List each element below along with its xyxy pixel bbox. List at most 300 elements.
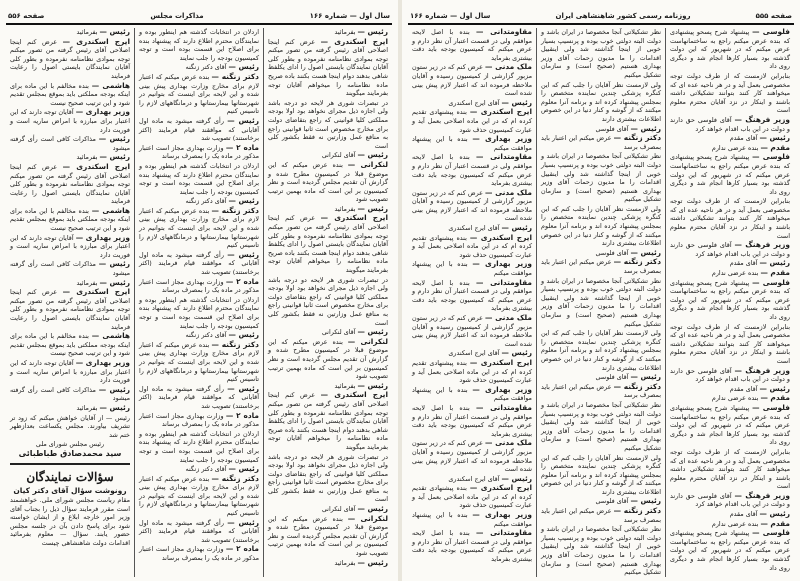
paragraph (10, 260, 130, 277)
paragraph (139, 519, 259, 545)
speaker-name: وزیر بهداری — (472, 510, 532, 520)
paragraph-text: بنده پیشنهادی تقدیم کرده ام که در این ماده اصلاحی بعمل آید و عبارت کمیسیون حذف شود (412, 233, 532, 259)
paragraph (412, 314, 532, 348)
paragraph-text: بنده عرض میکنم که این موضوع قبلا در کمیسیون مطرح شده و گزارش آن تقدیم مجلس گردیده است و نظر کمیسیون بر این است که ماده بهمین ترتیب تصویب شود (268, 160, 388, 204)
speaker-name: دکتر زنگنه — (211, 473, 259, 483)
paragraph (139, 207, 259, 250)
paragraph (670, 72, 790, 115)
paragraph (541, 205, 661, 248)
paragraph-text: بنده با اصل لایحه موافقم ولی در قسمت اعتبار آن نظر دارم و عرض میکنم که کمیسیون بودجه باید دقت بیشتری بفرماید (412, 403, 532, 438)
paragraph-text: ولی لازمست نظر آقایان را جلب کنم که این کنگره پزشکی چندین نماینده متخصص را بمجلس پیشنهاد کرده اند و برنامه آنرا معلوم میکنند که از گوشه و کنار دنیا در این خصوص اطلاعات بیشتری دارند (541, 329, 661, 372)
paragraph-text: اردلان در انتخابات گذشته هم اینطور بوده و نمایندگان محترم اطلاع دارند که پیشنهاد بنده برای اصلاح این قسمت بوده است و توجه کمیسیون بودجه را جلب نمایند (139, 161, 259, 196)
paragraph-text: عرض کنم که در زیر ستون مزبور گزارشی از کمیسیون رسیده و آقایان ملاحظه فرموده اند که اعتبار لازم پیش بینی شده است (412, 439, 532, 474)
paragraph-text: آقای دکتر زنگنه (185, 63, 227, 72)
speaker-name: ایرج اسکندری — (320, 390, 388, 400)
paragraph-text: عرض میکنم این اعتبار باید بمصرف برسد (541, 134, 661, 151)
paragraph (268, 205, 388, 214)
speaker-name: رئیس — (501, 348, 532, 358)
speaker-name: رئیس — (228, 196, 259, 206)
speaker-name: رئیس — (228, 464, 259, 474)
paragraph-text: آقای فلوسی حق دارند و دولت در این باب اقدام خواهد کرد (670, 491, 790, 509)
paragraph (412, 511, 532, 528)
paragraph-text: آقایان توجه دارند که این اعتبار برای مبارزه با امراض ساریه است و فوریت دارد (10, 358, 130, 385)
paragraph-text: وزارت بهداری مجاز است اعتبار مذکور در ماده یک را بمصرف برساند (139, 545, 259, 563)
speaker-name: رئیس — (228, 62, 259, 72)
paragraph (139, 197, 259, 206)
paragraph-text: عرض میکنم این اعتبار باید بمصرف برسد (541, 382, 661, 400)
paragraph-text: بنده پیشنهادی تقدیم کرده ام که در این ماده اصلاحی بعمل آید و عبارت کمیسیون حذف شود (412, 358, 532, 385)
paragraph-text: عرض کنم اینجا اصلاحی آقای رئیس گرفته من تصور میکنم توجه بموادی نظامنامه نفرموده و بطور کلی آقایان نمایندگان بایستی اصول را ادای یکلفظ شاهی بدهند دوام اینجا هست بکنند باده صریح ماده نظامنامه را میخواهم آقایان توجه بفرمایند میگویند (268, 37, 388, 98)
question-body: مقام ریاست مجلس شورای ملی. خواهشمند است مقرر فرمایند سؤال ذیل را بجناب آقای وزیر امور خارجه ابلاغ و از ایشان خواسته شود برای پاسخ دادن بآن در جلسه مجلس حضور یابند. سؤال — معلوم بفرمائید اقدامات دولت شاهنشاهی چیست (10, 496, 130, 548)
speaker-name: رئیس — (99, 152, 130, 162)
speaker-name: وزیر بهداری — (472, 259, 532, 269)
page-number: صفحه ۵۵۵ (755, 12, 792, 20)
speaker-name: مقدم — (760, 268, 790, 278)
paragraph (670, 134, 790, 143)
paragraph-text: آقایان توجه دارند که این اعتبار برای مبارزه با امراض ساریه است و فوریت دارد (10, 108, 130, 134)
paragraph-text: در تبصرات شوری هر لایحه دو درجه باشد ولی اجازه ذیل مجرای نخواهد بود اولا بودجه مملکتی کلیا قوانینی که راجع بتقاضای دولت برای مخارج مخصوص است ثانیا قوانینی راجع به منافع عمل وزارتین نه فقط بکشور کلی است (268, 275, 388, 327)
speaker-name: لنکرانی — (347, 159, 388, 169)
paragraph-text: نظر تشکیلاتی آنجا مخصوصا در ایران باشد و دولت البته دولتی خوب بوده و پرنسیپ بسیار خوبی از اینجا گذاشته شد ولی اینقبیل اقدامات را ما مدیون زحمات آقای وزیر بهداری هستیم (صحیح است) و سازمان تشکیل میکنیم (541, 28, 661, 79)
paragraph-text: آقای ایرج اسکندری (448, 474, 500, 483)
speaker-name: فلوسی — (752, 528, 790, 538)
speaker-name: رئیس — (630, 247, 661, 257)
speaker-name: رئیس — (357, 380, 388, 390)
paragraph-text: آقای فلوسی حق دارند و دولت در این باب اقدام خواهد کرد (670, 366, 790, 384)
paragraph (541, 277, 661, 329)
paragraph-text: آقای لنکرانی (321, 151, 356, 160)
paragraph (541, 507, 661, 524)
paragraph (268, 338, 388, 381)
paragraph (541, 134, 661, 151)
paragraph (670, 404, 790, 447)
paragraph-text: بنابراین لازمست که از طرف دولت توجه مخصوصی بعمل آید و در هر ناحیه عده ای که میخواهند کار کنند بتوانند تشکیلاتی داشته باشند و اینکار در نزد آقایان محترم معلوم است (670, 322, 790, 365)
paragraph (268, 28, 388, 37)
paragraph (541, 258, 661, 275)
paragraph (412, 135, 532, 152)
paragraph (412, 386, 532, 403)
paragraph-text: بنده عرض میکنم که اعتبار لازم برای مخارج وزارت بهداری پیش بینی شده و این لایحه برای اینست که بتوانیم در شهرستانها بیمارستانها و درمانگاههای لازم را تاسیس کنیم (139, 206, 259, 250)
speaker-name: ایرج اسکندری — (62, 287, 130, 297)
speaker-name: رئیس — (98, 384, 130, 394)
paragraph-text: پیشنهاد شرح پسحو پیشنهادی که بنده عرض میکنم راجع به ساختمانهاست عرض میکنم که در شهریور که این دولت گذشته بود بسیار کارها انجام شد و دیگری روی داد (670, 278, 790, 321)
paragraph (670, 116, 790, 133)
speaker-name: رئیس — (357, 504, 388, 514)
paragraph-text: بفرمائید (76, 153, 98, 162)
paragraph-text: بنده با اصل لایحه موافقم ولی در قسمت اعتبار آن نظر دارم و عرض میکنم که کمیسیون بودجه باید دقت بیشتری بفرماید (412, 28, 532, 62)
paragraph (670, 153, 790, 196)
speaker-name: وزیر بهداری — (75, 357, 130, 367)
paragraph (139, 117, 259, 143)
paragraph-text: بنده مخالفم با این ماده برای اینکه بودجه مملکتی باید بموقع بمجلس تقدیم شود و این ترتیب صحیح نیست (10, 206, 130, 233)
speaker-name: ملک مدنی — (485, 438, 533, 448)
paragraph-text: بنده عرض میکنم که اعتبار لازم برای مخارج وزارت بهداری پیش بینی شده و این لایحه برای اینست که بتوانیم در شهرستانها بیمارستانها و درمانگاههای لازم را تاسیس کنیم (139, 340, 259, 384)
paragraph (139, 251, 259, 277)
paragraph (139, 144, 259, 161)
paragraph-text: آقای دکتر زنگنه (185, 197, 227, 206)
issue-label: سال اول — شماره ۱۶۶ (309, 12, 390, 20)
speaker-name: فلوسی — (752, 277, 790, 287)
speaker-name: وزیر بهداری — (75, 232, 130, 242)
speaker-name: ماده ۲ — (225, 142, 259, 152)
speaker-name: ایرج اسکندری — (469, 483, 532, 493)
paragraph-text: وزارت بهداری مجاز است اعتبار مذکور در ماده یک را بمصرف برساند (139, 411, 259, 429)
paragraph (10, 28, 130, 37)
paragraph (412, 108, 532, 134)
paragraph-text: بنابراین لازمست که از طرف دولت توجه مخصوصی بعمل آید و در هر ناحیه عده ای که میخواهند کار کنند بتوانند تشکیلاتی داشته باشند و اینکار در نزد آقایان محترم معلوم است (670, 71, 790, 115)
columns (408, 28, 794, 577)
paragraph (670, 367, 790, 384)
paragraph-text: بنده پیشنهادی تقدیم کرده ام که در این ماده اصلاحی بعمل آید و عبارت کمیسیون حذف شود (412, 484, 532, 510)
paragraph (541, 401, 661, 453)
speaker-name: رئیس — (357, 28, 388, 36)
paragraph-text: در تبصرات شوری هر لایحه دو درجه باشد ولی اجازه ذیل مجرای نخواهد بود اولا بودجه مملکتی کلیا قوانینی که راجع بتقاضای دولت برای مخارج مخصوص است ثانیا قوانینی راجع به منافع عمل وزارتین نه فقط بکشور کلی است (268, 452, 388, 504)
paragraph (541, 28, 661, 80)
paragraph-text: عرض کنم اینجا اصلاحی آقای رئیس گرفته من تصور میکنم توجه بموادی نظامنامه نفرموده و بطور کلی آقایان نمایندگان بایستی اصول را ادای یکلفظ شاهی بدهند دوام اینجا هست بکنند باده صریح ماده نظامنامه را میخواهم آقایان توجه بفرمایند میگویند (268, 214, 388, 275)
speaker-name: رئیس — (98, 134, 130, 144)
paragraph (412, 359, 532, 385)
paragraph (10, 153, 130, 162)
speaker-name: فلوسی — (752, 152, 790, 162)
paragraph (268, 38, 388, 98)
paragraph (670, 448, 790, 491)
paragraph-text: نظر تشکیلاتی آنجا مخصوصا در ایران باشد و دولت البته دولتی خوب بوده و پرنسیپ بسیار خوبی از اینجا گذاشته شد ولی اینقبیل اقدامات را ما مدیون زحمات آقای وزیر بهداری هستیم (صحیح است) و سازمان تشکیل میکنیم (541, 525, 661, 577)
paragraph-text: بنده عرض میکنم که این موضوع قبلا در کمیسیون مطرح شده و گزارش آن تقدیم مجلس گردیده است و نظر کمیسیون بر این است که ماده بهمین ترتیب تصویب شود (268, 514, 388, 558)
paragraph (670, 520, 790, 529)
paragraph-text: بفرمائید (334, 28, 356, 36)
speaker-name: ایرج اسکندری — (320, 36, 388, 46)
closing-text: رئیس — از آقایان خواهش میکنم که زود تر تشریف بیاورند. مجلس یکساعت بعدازظهر ختم شد (10, 413, 130, 439)
paragraph-text: عرض کنم که در زیر ستون مزبور گزارشی از کمیسیون رسیده و آقایان ملاحظه فرموده اند که اعتبار لازم پیش بینی شده است (412, 63, 532, 98)
paragraph (10, 279, 130, 288)
text-column (665, 28, 794, 577)
speaker-name: لنکرانی — (347, 336, 388, 346)
speaker-name: دکتر زنگنه — (211, 205, 259, 215)
paragraph (670, 144, 790, 153)
paragraph-text: بنده عرضی ندارم (711, 143, 759, 152)
paragraph-text: بنده با این پیشنهاد موافقت میکنم (412, 135, 532, 152)
paragraph (412, 349, 532, 358)
paragraph (412, 153, 532, 187)
paragraph (412, 475, 532, 484)
paragraph (10, 163, 130, 206)
paragraph (268, 382, 388, 391)
paragraph (268, 328, 388, 337)
paragraph-text: عرض کنم اینجا اصلاحی آقای رئیس گرفته من تصور میکنم توجه بموادی نظامنامه نفرموده و بطور کلی آقایان نمایندگان بایستی اصول را ادای یکلفظ شاهی بدهند دوام اینجا هست بکنند باده صریح ماده نظامنامه را میخواهم آقایان توجه بفرمایند میگویند (268, 391, 388, 451)
paragraph (541, 249, 661, 258)
speaker-name: رئیس — (99, 28, 130, 36)
paragraph-text: بنده عرض میکنم که اعتبار لازم برای مخارج وزارت بهداری پیش بینی شده و این لایحه برای اینست که بتوانیم در شهرستانها بیمارستانها و درمانگاههای لازم را تاسیس کنیم (139, 474, 259, 518)
speaker-name: فلوسی — (752, 28, 790, 36)
signature-title: رئیس مجلس شورای ملی (35, 440, 105, 449)
speaker-name: رئیس — (357, 327, 388, 337)
speaker-name: ایرج اسکندری — (320, 213, 388, 223)
speaker-name: مقدم — (760, 393, 790, 403)
paragraph-text: آقای فلوسی (595, 248, 629, 257)
paragraph-text: پیشنهاد شرح پسحو پیشنهادی که بنده عرض میکنم راجع به ساختمانهاست عرض میکنم که در شهریور که این دولت گذشته بود بسیار کارها انجام شد و دیگری روی داد (670, 153, 790, 196)
speaker-name: رئیس — (99, 277, 130, 287)
issue-label: سال اول — شماره ۱۶۶ (410, 12, 491, 20)
speaker-name: هاشمی — (91, 331, 130, 341)
speaker-name: هاشمی — (91, 205, 130, 215)
paragraph-text: عرض میکنم این اعتبار باید بمصرف برسد (541, 258, 661, 276)
speaker-name: رئیس — (501, 223, 532, 233)
speaker-name: لنکرانی — (347, 513, 388, 523)
speaker-name: رئیس — (228, 330, 259, 340)
paragraph-text: بنده با اصل لایحه موافقم ولی در قسمت اعتبار آن نظر دارم و عرض میکنم که کمیسیون بودجه باید دقت بیشتری بفرماید (412, 278, 532, 313)
paragraph-text: مذاکرات کافی است رأی گرفته میشود (10, 260, 130, 278)
paragraph (670, 323, 790, 366)
paragraph (139, 412, 259, 429)
paragraph-text: آقایان توجه دارند که این اعتبار برای مبارزه با امراض ساریه است و فوریت دارد (10, 233, 130, 259)
speaker-name: مقاومتدانی — (475, 402, 532, 412)
speaker-name: فلوسی — (752, 402, 790, 412)
paragraph-text: بنده پیشنهادی تقدیم کرده ام که در این ماده اصلاحی بعمل آید و عبارت کمیسیون حذف شود (412, 108, 532, 134)
paragraph (268, 214, 388, 274)
paragraph-text: آقای لنکرانی (321, 505, 356, 514)
paragraph-text: مذاکرات کافی است رأی گرفته میشود (10, 385, 130, 403)
paragraph-text: اردلان در انتخابات گذشته هم اینطور بوده و نمایندگان محترم اطلاع دارند که پیشنهاد بنده برای اصلاح این قسمت بوده است و توجه کمیسیون بودجه را جلب نمایند (139, 28, 259, 62)
speaker-name: ملک مدنی — (485, 62, 533, 72)
speaker-name: مقاومتدانی — (475, 277, 532, 287)
speaker-name: رئیس — (227, 115, 259, 125)
paragraph (541, 383, 661, 400)
paragraph-text: نظر تشکیلاتی آنجا مخصوصا در ایران باشد و دولت البته دولتی خوب بوده و پرنسیپ بسیار خوبی از اینجا گذاشته شد ولی اینقبیل اقدامات را ما مدیون زحمات آقای وزیر بهداری هستیم (صحیح است) و سازمان تشکیل میکنیم (541, 400, 661, 452)
speaker-name: رئیس — (98, 259, 130, 269)
speaker-name: ملک مدنی — (485, 187, 533, 197)
speaker-name: مقاومتدانی — (475, 152, 532, 162)
paragraph (10, 207, 130, 233)
paragraph (139, 545, 259, 562)
speaker-name: ایرج اسکندری — (62, 161, 130, 171)
paragraph (541, 81, 661, 124)
paragraph-text: پیشنهاد شرح پسحو پیشنهادی که بنده عرض میکنم راجع به ساختمانهاست عرض میکنم که در شهریور که این دولت گذشته بود بسیار کارها انجام شد و دیگری روی داد (670, 403, 790, 447)
paragraph (139, 465, 259, 474)
paragraph (670, 510, 790, 519)
paragraph-text: رأی گرفته میشود به ماده اول آقایانی که موافقند قیام فرمایند (اکثر برخاستند) تصویب شد (139, 518, 259, 544)
paragraph (139, 28, 259, 62)
paragraph-text: بفرمائید (334, 381, 356, 390)
speaker-name: وزیر بهداری — (472, 134, 532, 144)
paragraph (268, 515, 388, 558)
paragraph (139, 475, 259, 518)
speaker-name: وزیر فرهنگ — (734, 240, 790, 250)
speaker-name: مقدم — (760, 142, 790, 152)
paragraph-text: در تبصرات شوری هر لایحه دو درجه باشد ولی اجازه ذیل مجرای نخواهد بود اولا بودجه مملکتی کلیا قوانینی که راجع بتقاضای دولت برای مخارج مخصوص است ثانیا قوانینی راجع به منافع عمل وزارتین نه فقط بکشور کلی است (268, 98, 388, 150)
speaker-name: رئیس — (227, 383, 259, 393)
paragraph (670, 492, 790, 509)
paragraph-text: رأی گرفته میشود به ماده اول آقایانی که موافقند قیام فرمایند (اکثر برخاستند) تصویب شد (139, 116, 259, 143)
paragraph-text: بنده با اصل لایحه موافقم ولی در قسمت اعتبار آن نظر دارم و عرض میکنم که کمیسیون بودجه باید دقت بیشتری بفرماید (412, 529, 532, 564)
speaker-name: وزیر فرهنگ — (734, 490, 790, 500)
paragraph-text: بنده با این پیشنهاد موافقت میکنم (412, 260, 532, 278)
paragraph (541, 454, 661, 497)
paragraph-text: بنده با این پیشنهاد موافقت میکنم (412, 385, 532, 403)
header-rule (408, 23, 794, 25)
paragraph-text: ولی لازمست نظر آقایان را جلب کنم که این کنگره پزشکی چندین نماینده متخصص را بمجلس پیشنهاد کرده اند و برنامه آنرا معلوم میکنند که از گوشه و کنار دنیا در این خصوص اطلاعات بیشتری دارند (541, 80, 661, 123)
paragraph (268, 276, 388, 328)
paragraph (412, 234, 532, 260)
paragraph-text: آقای مقدم (729, 259, 758, 268)
page-header (8, 6, 390, 20)
paragraph (541, 125, 661, 134)
speaker-name: ماده ۲ — (225, 410, 259, 420)
paragraph (670, 529, 790, 572)
paragraph-text: آقای فلوسی (595, 373, 629, 382)
paragraph-text: بنده عرضی ندارم (711, 269, 759, 278)
paragraph-text: نظر تشکیلاتی آنجا مخصوصا در ایران باشد و دولت البته دولتی خوب بوده و پرنسیپ بسیار خوبی از اینجا گذاشته شد ولی اینقبیل اقدامات را ما مدیون زحمات آقای وزیر بهداری هستیم (صحیح است) و سازمان تشکیل میکنیم (541, 152, 661, 204)
paragraph (268, 391, 388, 451)
paragraph-text: بفرمائید (76, 28, 98, 36)
speaker-name: هاشمی — (91, 80, 130, 90)
paragraph (670, 394, 790, 403)
paragraph-text: عرض کنم که در زیر ستون مزبور گزارشی از کمیسیون رسیده و آقایان ملاحظه فرموده اند که اعتبار لازم پیش بینی شده است (412, 314, 532, 348)
paragraph (541, 152, 661, 204)
speaker-name: رئیس — (759, 383, 790, 393)
speaker-name: دکتر زنگنه — (613, 506, 661, 516)
paragraph-text: عرض میکنم این اعتبار باید بمصرف برسد (541, 507, 661, 524)
paragraph (268, 161, 388, 204)
paragraph (541, 373, 661, 382)
paragraph-text: بنده عرض میکنم که اعتبار لازم برای مخارج وزارت بهداری پیش بینی شده و این لایحه برای اینست که بتوانیم در شهرستانها بیمارستانها و درمانگاههای لازم را تاسیس کنیم (139, 72, 259, 116)
paragraph-text: بنده با این پیشنهاد موافقت میکنم (412, 511, 532, 528)
paragraph (412, 439, 532, 473)
paragraph (139, 385, 259, 411)
paragraph (10, 386, 130, 403)
paragraph-text: بنابراین لازمست که از طرف دولت توجه مخصوصی بعمل آید و در هر ناحیه عده ای که میخواهند کار کنند بتوانند تشکیلاتی داشته باشند و اینکار در نزد آقایان محترم معلوم است (670, 447, 790, 491)
paragraph-text: بفرمائید (76, 278, 98, 287)
paragraph (670, 385, 790, 394)
paragraph (139, 63, 259, 72)
paragraph (670, 279, 790, 322)
speaker-name: رئیس — (759, 258, 790, 268)
text-column (408, 28, 536, 577)
speaker-name: رئیس — (759, 133, 790, 143)
speaker-name: ایرج اسکندری — (469, 232, 532, 242)
paragraph (139, 296, 259, 330)
signature-name: سید محمدصادق طباطبائی (18, 448, 122, 458)
text-column (263, 28, 392, 577)
paragraph-text: آقای مقدم (729, 384, 758, 393)
paragraph (541, 525, 661, 577)
speaker-name: رئیس — (630, 372, 661, 382)
speaker-name: وزیر فرهنگ — (734, 114, 790, 124)
section-title: مذاکرات مجلس (150, 12, 204, 20)
paragraph (412, 404, 532, 438)
questions-title: سؤالات نمایندگان (10, 463, 130, 485)
speaker-name: ملک مدنی — (485, 313, 533, 322)
paragraph (541, 497, 661, 506)
speaker-name: رئیس — (357, 203, 388, 213)
paragraph (268, 99, 388, 151)
paragraph-text: آقای فلوسی حق دارند و دولت در این باب اقدام خواهد کرد (670, 241, 790, 258)
paragraph (670, 197, 790, 240)
paragraph-text: آقای مقدم (729, 134, 758, 143)
speaker-name: ایرج اسکندری — (469, 357, 532, 367)
paragraph-text: عرض کنم اینجا اصلاحی آقای رئیس گرفته من تصور میکنم توجه بموادی نظامنامه نفرموده و بطور کلی آقایان نمایندگان بایستی اصول را رعایت فرمایند (10, 288, 130, 331)
paragraph (10, 38, 130, 81)
speaker-name: رئیس — (99, 402, 130, 412)
column-body (10, 28, 130, 413)
paragraph (412, 279, 532, 313)
paragraph-text: پیشنهاد شرح پسحو پیشنهادی که بنده عرض میکنم راجع به ساختمانهاست عرض میکنم که در شهریور که این دولت گذشته بود بسیار کارها انجام شد و دیگری روی داد (670, 529, 790, 572)
paragraph-text: پیشنهاد شرح پسحو پیشنهادی که بنده عرض میکنم راجع به ساختمانهاست عرض میکنم که در شهریور که این دولت گذشته بود بسیار کارها انجام شد و دیگری روی داد (670, 28, 790, 71)
paragraph (139, 430, 259, 464)
paragraph-text: بنده عرض میکنم که این موضوع قبلا در کمیسیون مطرح شده و گزارش آن تقدیم مجلس گردیده است و نظر کمیسیون بر این است که ماده بهمین ترتیب تصویب شود (268, 337, 388, 381)
header-rule (6, 23, 392, 25)
paragraph-text: بفرمائید (334, 204, 356, 213)
paragraph-text: بفرمائید (76, 403, 98, 412)
paragraph (412, 28, 532, 62)
speaker-name: رئیس — (357, 150, 388, 160)
paragraph (670, 269, 790, 278)
paragraph-text: عرض کنم اینجا اصلاحی آقای رئیس گرفته من تصور میکنم توجه بموادی نظامنامه نفرموده و بطور کلی آقایان نمایندگان بایستی اصول را رعایت فرمایند (10, 37, 130, 80)
paragraph-text: بنده مخالفم با این ماده برای اینکه بودجه مملکتی باید بموقع بمجلس تقدیم شود و این ترتیب صحیح نیست (10, 332, 130, 358)
right-page (402, 0, 800, 581)
paragraph-text: آقای فلوسی حق دارند و دولت در این باب اقدام خواهد کرد (670, 115, 790, 133)
paragraph-text: آقای دکتر زنگنه (185, 331, 227, 340)
speaker-name: رئیس — (501, 97, 532, 107)
speaker-name: ماده ۲ — (225, 276, 259, 286)
paragraph-text: آقای دکتر زنگنه (185, 465, 227, 474)
speaker-name: رئیس — (357, 557, 388, 567)
paragraph (670, 259, 790, 268)
paragraph (139, 278, 259, 295)
speaker-name: وزیر بهداری — (472, 384, 532, 394)
paragraph (10, 332, 130, 358)
paragraph-text: وزارت بهداری مجاز است اعتبار مذکور در ماده یک را بمصرف برساند (139, 143, 259, 161)
speaker-name: رئیس — (227, 517, 259, 527)
text-column (6, 28, 134, 577)
text-column (134, 28, 263, 577)
paragraph (412, 189, 532, 223)
page-number: صفحه ۵۵۶ (8, 12, 45, 20)
paragraph-text: بنده عرضی ندارم (711, 519, 759, 528)
speaker-name: رئیس — (501, 473, 532, 483)
paragraph-text: آقای ایرج اسکندری (448, 224, 500, 233)
speaker-name: وزیر بهداری — (75, 107, 130, 117)
paragraph-text: آقای فلوسی (595, 124, 629, 133)
speaker-name: رئیس — (630, 123, 661, 133)
paragraph (268, 559, 388, 568)
speaker-name: رئیس — (759, 509, 790, 519)
paragraph-text: بفرمائید (334, 558, 356, 567)
question-subtitle: رونوشت سؤال آقای دکتر کیان (13, 485, 127, 495)
paragraph (10, 82, 130, 108)
paragraph (412, 529, 532, 563)
paragraph (268, 505, 388, 514)
paragraph-text: رأی گرفته میشود به ماده اول آقایانی که موافقند قیام فرمایند (اکثر برخاستند) تصویب شد (139, 384, 259, 410)
speaker-name: ایرج اسکندری — (62, 36, 130, 46)
left-page (0, 0, 398, 581)
speaker-name: وزیر فرهنگ — (734, 365, 790, 375)
paragraph-text: نظر تشکیلاتی آنجا مخصوصا در ایران باشد و دولت البته دولتی خوب بوده و پرنسیپ بسیار خوبی از اینجا گذاشته شد ولی اینقبیل اقدامات را ما مدیون زحمات آقای وزیر بهداری هستیم (صحیح است) و سازمان تشکیل میکنیم (541, 276, 661, 328)
paragraph (139, 331, 259, 340)
paragraph (670, 28, 790, 71)
paragraph (139, 162, 259, 196)
paragraph-text: ولی لازمست نظر آقایان را جلب کنم که این کنگره پزشکی چندین نماینده متخصص را بمجلس پیشنهاد کرده اند و برنامه آنرا معلوم میکنند که از گوشه و کنار دنیا در این خصوص اطلاعات بیشتری دارند (541, 204, 661, 248)
paragraph (268, 151, 388, 160)
speaker-name: ماده ۲ — (225, 544, 259, 554)
speaker-name: دکتر زنگنه — (211, 71, 259, 81)
paragraph-text: عرض کنم که در زیر ستون مزبور گزارشی از کمیسیون رسیده و آقایان ملاحظه فرموده اند که اعتبار لازم پیش بینی شده است (412, 188, 532, 223)
paragraph (139, 341, 259, 384)
paragraph (10, 288, 130, 331)
speaker-name: مقاومتدانی — (475, 528, 532, 538)
paragraph (10, 108, 130, 134)
speaker-name: دکتر زنگنه — (613, 257, 661, 267)
columns (6, 28, 392, 577)
